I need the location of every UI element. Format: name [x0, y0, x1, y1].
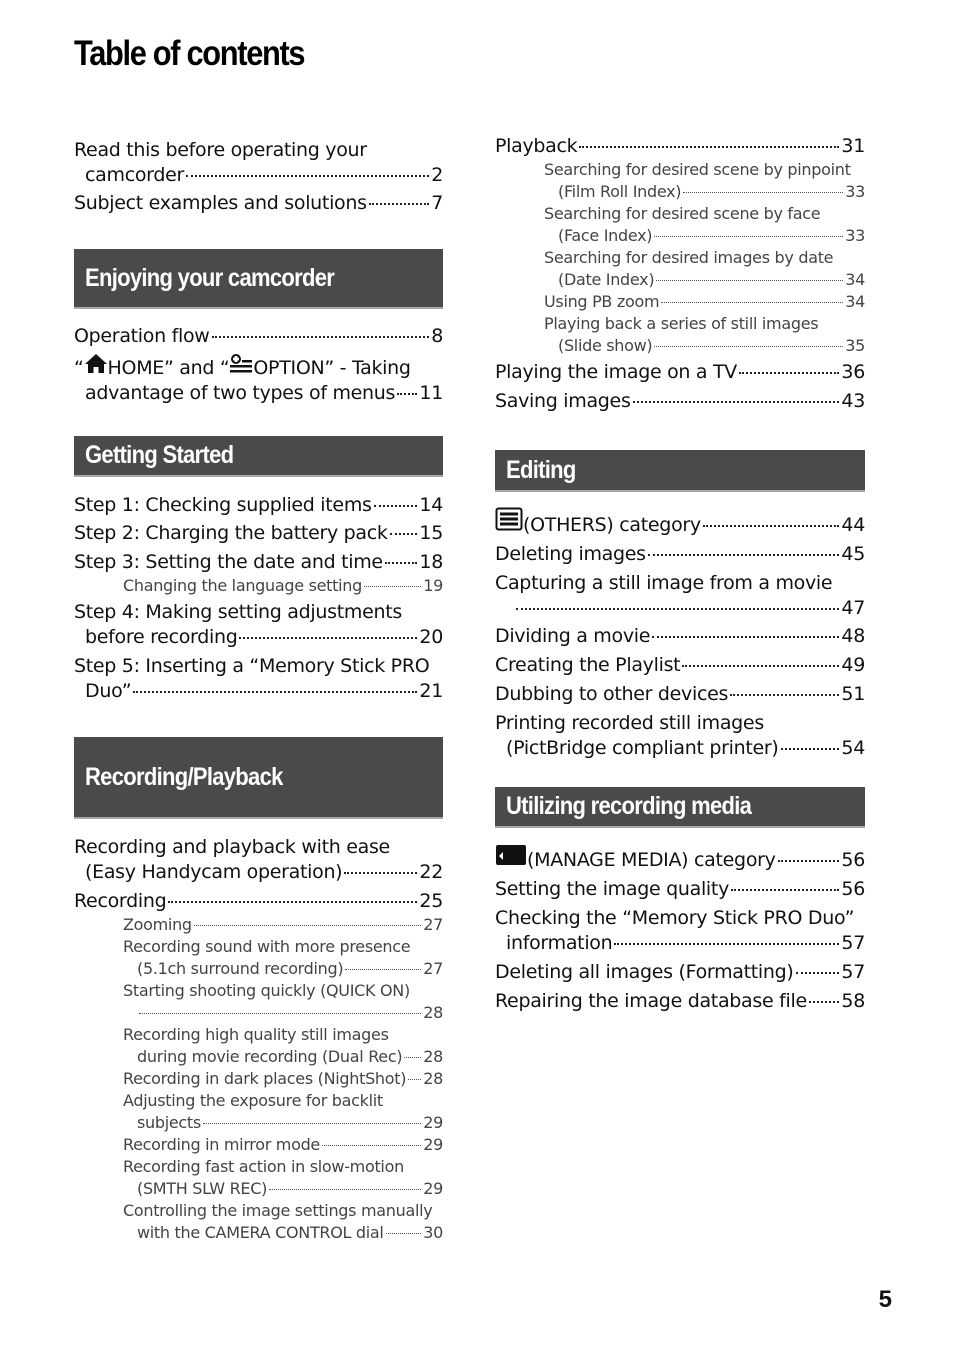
entry-text: camcorder — [85, 164, 185, 186]
toc-entry[interactable]: Capturing a still image from a movie 47 — [495, 572, 865, 619]
toc-subentry[interactable]: Controlling the image settings manually with the CAMERA CONTROL dial 30 — [123, 1201, 443, 1242]
media-list — [495, 844, 865, 1014]
toc-entry[interactable] — [74, 324, 443, 349]
toc-entry[interactable]: Dividing a movie 48 — [495, 625, 865, 647]
toc-subentry[interactable]: Recording fast action in slow-motion (SMTH SLW REC) 29 — [123, 1157, 443, 1198]
toc-entry[interactable]: Repairing the image database file 58 — [495, 990, 865, 1012]
toc-entry[interactable]: Printing recorded still images (PictBridge compliant printer) 54 — [495, 712, 865, 759]
toc-subentry[interactable]: Zooming 27 — [123, 915, 443, 934]
toc-entry[interactable]: Step 3: Setting the date and time 18 — [74, 551, 443, 573]
page-number: 5 — [878, 1286, 892, 1313]
entry-text: Operation flow — [74, 325, 210, 347]
manage-media-icon — [495, 844, 527, 866]
toc-entry[interactable]: (OTHERS) category 44 — [495, 507, 865, 538]
home-icon — [84, 353, 108, 374]
page-ref: 7 — [431, 192, 443, 214]
others-category-icon — [495, 507, 523, 531]
getting-started-list — [74, 493, 443, 704]
toc-entry[interactable]: Setting the image quality 56 — [495, 878, 865, 900]
toc-entry[interactable]: Playback 31 — [495, 135, 865, 157]
toc-entry[interactable] — [74, 191, 443, 216]
editing-list — [495, 507, 865, 761]
toc-entry[interactable]: Recording and playback with ease (Easy Handycam operation) 22 — [74, 836, 443, 883]
toc-entry[interactable]: Deleting images 45 — [495, 543, 865, 565]
page-ref: 2 — [431, 164, 443, 186]
toc-subentry[interactable]: Playing back a series of still images (Slide show) 35 — [544, 314, 865, 355]
toc-subentry[interactable]: Searching for desired images by date (Date Index) 34 — [544, 248, 865, 289]
toc-entry[interactable]: Creating the Playlist 49 — [495, 654, 865, 676]
page-title: Table of contents — [74, 34, 305, 73]
intro-list — [74, 138, 443, 216]
entry-text: Subject examples and solutions — [74, 192, 367, 214]
toc-entry[interactable]: Deleting all images (Formatting) 57 — [495, 961, 865, 983]
page-ref: 8 — [431, 325, 443, 347]
toc-entry[interactable]: Step 2: Charging the battery pack 15 — [74, 522, 443, 544]
toc-entry[interactable]: Recording 25 — [74, 890, 443, 912]
section-heading-editing: Editing — [495, 450, 865, 492]
toc-entry-menus[interactable]: “ HOME” and “ OPTION” - Taking advantage of two types of menus 11 — [74, 353, 443, 406]
section-heading-media: Utilizing recording media — [495, 787, 865, 828]
section-heading-recording: Recording/Playback — [74, 737, 443, 819]
entry-text: advantage of two types of menus — [85, 382, 396, 404]
toc-entry[interactable]: Step 1: Checking supplied items 14 — [74, 494, 443, 516]
toc-subentry[interactable]: Recording in dark places (NightShot) 28 — [123, 1069, 443, 1088]
toc-entry[interactable]: Playing the image on a TV 36 — [495, 361, 865, 383]
toc-subentry[interactable]: Using PB zoom 34 — [544, 292, 865, 311]
toc-entry[interactable]: Step 5: Inserting a “Memory Stick PRO Duo” 21 — [74, 655, 443, 702]
section-heading-enjoying: Enjoying your camcorder — [74, 249, 443, 309]
toc-entry[interactable]: Dubbing to other devices 51 — [495, 683, 865, 705]
toc-entry[interactable] — [74, 138, 443, 188]
entry-text: Read this before operating your — [74, 139, 367, 161]
toc-subentry[interactable]: Recording high quality still images during movie recording (Dual Rec) 28 — [123, 1025, 443, 1066]
page-ref: 11 — [419, 382, 443, 404]
toc-subentry[interactable]: Searching for desired scene by pinpoint (Film Roll Index) 33 — [544, 160, 865, 201]
section-heading-getting-started: Getting Started — [74, 436, 443, 477]
toc-entry[interactable]: Saving images 43 — [495, 390, 865, 412]
recording-list — [74, 835, 443, 1244]
toc-entry[interactable]: (MANAGE MEDIA) category 56 — [495, 844, 865, 873]
toc-entry[interactable]: Checking the “Memory Stick PRO Duo” information 57 — [495, 907, 865, 954]
toc-entry[interactable]: Step 4: Making setting adjustments before recording 20 — [74, 601, 443, 648]
enjoying-list — [74, 324, 443, 406]
playback-list — [495, 134, 865, 414]
toc-subentry[interactable]: Searching for desired scene by face (Face Index) 33 — [544, 204, 865, 245]
option-icon — [229, 353, 253, 374]
toc-subentry[interactable]: Recording sound with more presence (5.1ch surround recording) 27 — [123, 937, 443, 978]
toc-subentry[interactable]: Recording in mirror mode 29 — [123, 1135, 443, 1154]
toc-subentry[interactable]: Changing the language setting 19 — [123, 576, 443, 595]
toc-subentry[interactable]: Starting shooting quickly (QUICK ON) 28 — [123, 981, 443, 1022]
toc-subentry[interactable]: Adjusting the exposure for backlit subjects 29 — [123, 1091, 443, 1132]
